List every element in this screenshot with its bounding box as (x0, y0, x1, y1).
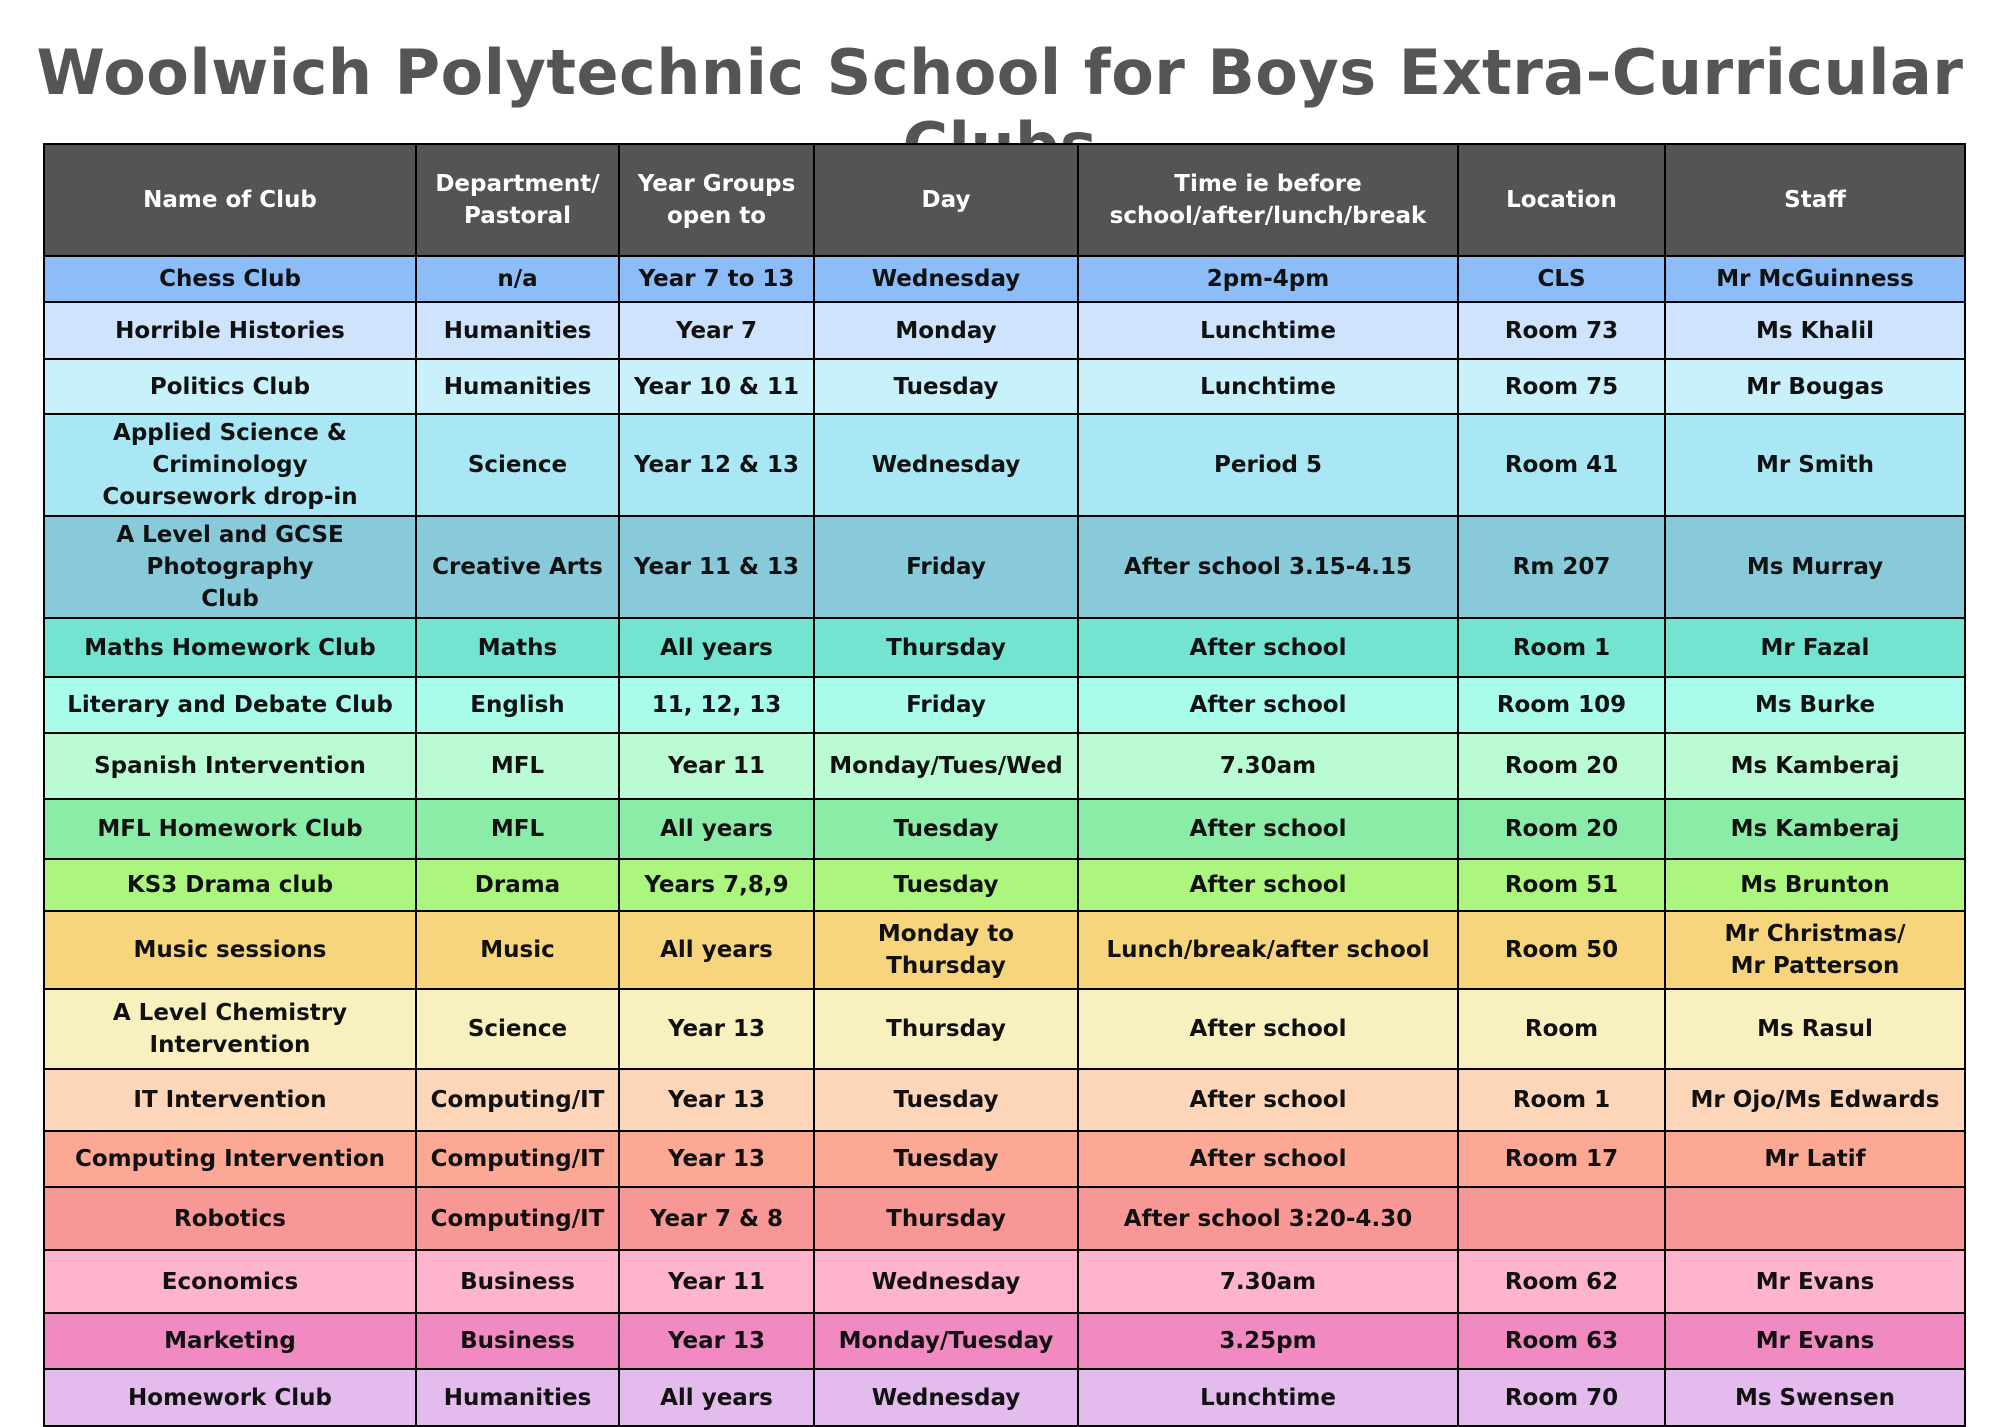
table-cell: Computing/IT (416, 1187, 619, 1250)
table-cell: Room 63 (1458, 1313, 1665, 1369)
table-cell: Rm 207 (1458, 516, 1665, 618)
table-cell: Horrible Histories (44, 302, 416, 359)
table-cell: Thursday (814, 1187, 1078, 1250)
table-cell: Room 20 (1458, 799, 1665, 859)
table-cell (1458, 1187, 1665, 1250)
table-body (44, 256, 1965, 1426)
table-cell: Tuesday (814, 1069, 1078, 1131)
table-cell: After school (1078, 1069, 1458, 1131)
table-cell: After school 3.15-4.15 (1078, 516, 1458, 618)
table-row (44, 414, 1965, 516)
table-cell: MFL (416, 799, 619, 859)
column-header: Department/ Pastoral (416, 144, 619, 256)
table-cell: n/a (416, 256, 619, 302)
table-cell: 7.30am (1078, 1250, 1458, 1313)
table-cell: Computing/IT (416, 1131, 619, 1187)
table-cell: Mr Evans (1665, 1250, 1965, 1313)
table-cell: Music sessions (44, 911, 416, 989)
table-cell: 11, 12, 13 (619, 677, 814, 733)
table-cell: Ms Kamberaj (1665, 733, 1965, 799)
table-row (44, 799, 1965, 859)
table-cell: Mr Christmas/ Mr Patterson (1665, 911, 1965, 989)
table-cell: After school (1078, 859, 1458, 911)
table-cell: Homework Club (44, 1369, 416, 1426)
column-header: Location (1458, 144, 1665, 256)
table-cell: Ms Murray (1665, 516, 1965, 618)
table-cell: Maths Homework Club (44, 618, 416, 677)
table-cell: Year 13 (619, 989, 814, 1069)
table-cell: All years (619, 911, 814, 989)
table-cell: A Level and GCSE Photography Club (44, 516, 416, 618)
table-cell: Thursday (814, 618, 1078, 677)
table-cell: Music (416, 911, 619, 989)
table-cell: Ms Khalil (1665, 302, 1965, 359)
table-cell (1665, 1187, 1965, 1250)
table-cell: Period 5 (1078, 414, 1458, 516)
table-cell: Lunchtime (1078, 1369, 1458, 1426)
table-cell: Spanish Intervention (44, 733, 416, 799)
table-cell: CLS (1458, 256, 1665, 302)
table-row (44, 1369, 1965, 1426)
table-cell: Business (416, 1250, 619, 1313)
column-header: Staff (1665, 144, 1965, 256)
table-cell: All years (619, 799, 814, 859)
table-cell: 3.25pm (1078, 1313, 1458, 1369)
table-cell: Room 1 (1458, 1069, 1665, 1131)
table-cell: Business (416, 1313, 619, 1369)
table-cell: Ms Brunton (1665, 859, 1965, 911)
table-row (44, 1069, 1965, 1131)
table-cell: Humanities (416, 359, 619, 414)
table-cell: Room 109 (1458, 677, 1665, 733)
column-header: Day (814, 144, 1078, 256)
table-cell: Ms Burke (1665, 677, 1965, 733)
table-cell: Room 51 (1458, 859, 1665, 911)
table-cell: After school (1078, 618, 1458, 677)
table-row (44, 911, 1965, 989)
table-row (44, 989, 1965, 1069)
table-cell: Literary and Debate Club (44, 677, 416, 733)
table-cell: Tuesday (814, 1131, 1078, 1187)
table-cell: Humanities (416, 1369, 619, 1426)
table-row (44, 1250, 1965, 1313)
table-cell: Drama (416, 859, 619, 911)
table-cell: IT Intervention (44, 1069, 416, 1131)
table-cell: Years 7,8,9 (619, 859, 814, 911)
table-cell: Wednesday (814, 1250, 1078, 1313)
table-cell: Mr Evans (1665, 1313, 1965, 1369)
table-cell: Thursday (814, 989, 1078, 1069)
table-cell: Year 11 (619, 733, 814, 799)
table-cell: Year 12 & 13 (619, 414, 814, 516)
table-cell: All years (619, 1369, 814, 1426)
table-cell: Monday to Thursday (814, 911, 1078, 989)
table-cell: 2pm-4pm (1078, 256, 1458, 302)
table-cell: Room 70 (1458, 1369, 1665, 1426)
table-cell: Ms Swensen (1665, 1369, 1965, 1426)
table-row (44, 618, 1965, 677)
table-cell: Tuesday (814, 799, 1078, 859)
table-cell: Year 13 (619, 1131, 814, 1187)
table-cell: Year 13 (619, 1313, 814, 1369)
table-row (44, 1131, 1965, 1187)
table-cell: Year 13 (619, 1069, 814, 1131)
table-cell: Mr Bougas (1665, 359, 1965, 414)
table-cell: MFL Homework Club (44, 799, 416, 859)
table-cell: Maths (416, 618, 619, 677)
table-row (44, 516, 1965, 618)
table-cell: Computing Intervention (44, 1131, 416, 1187)
table-cell: Mr McGuinness (1665, 256, 1965, 302)
table-cell: Room 75 (1458, 359, 1665, 414)
table-row (44, 359, 1965, 414)
table-cell: Room 1 (1458, 618, 1665, 677)
table-cell: Friday (814, 677, 1078, 733)
table-cell: Lunchtime (1078, 359, 1458, 414)
table-cell: Science (416, 414, 619, 516)
column-header: Time ie before school/after/lunch/break (1078, 144, 1458, 256)
table-cell: Lunch/break/after school (1078, 911, 1458, 989)
table-cell: Tuesday (814, 359, 1078, 414)
table-cell: 7.30am (1078, 733, 1458, 799)
table-cell: Year 10 & 11 (619, 359, 814, 414)
table-row (44, 677, 1965, 733)
table-cell: Year 7 (619, 302, 814, 359)
table-cell: Politics Club (44, 359, 416, 414)
table-cell: Computing/IT (416, 1069, 619, 1131)
page-title: Woolwich Polytechnic School for Boys Extra-Curricular (36, 36, 1964, 109)
table-cell: Year 7 to 13 (619, 256, 814, 302)
table-header-row (44, 144, 1965, 256)
table-cell: After school (1078, 677, 1458, 733)
table-row (44, 733, 1965, 799)
table-cell: Wednesday (814, 1369, 1078, 1426)
table-cell: Room (1458, 989, 1665, 1069)
table-cell: After school (1078, 989, 1458, 1069)
table-cell: Mr Smith (1665, 414, 1965, 516)
table-cell: Room 17 (1458, 1131, 1665, 1187)
table-cell: Monday (814, 302, 1078, 359)
table-cell: Monday/Tues/Wed (814, 733, 1078, 799)
table-cell: Room 20 (1458, 733, 1665, 799)
table-cell: Science (416, 989, 619, 1069)
table-cell: Wednesday (814, 256, 1078, 302)
table-cell: Room 62 (1458, 1250, 1665, 1313)
table-cell: Mr Ojo/Ms Edwards (1665, 1069, 1965, 1131)
table-cell: Ms Rasul (1665, 989, 1965, 1069)
table-cell: A Level Chemistry Intervention (44, 989, 416, 1069)
table-cell: Ms Kamberaj (1665, 799, 1965, 859)
table-cell: Marketing (44, 1313, 416, 1369)
clubs-table (43, 143, 1966, 1427)
table-cell: Mr Latif (1665, 1131, 1965, 1187)
table-row (44, 256, 1965, 302)
table-cell: English (416, 677, 619, 733)
table-cell: Year 11 (619, 1250, 814, 1313)
table-row (44, 302, 1965, 359)
table-cell: Robotics (44, 1187, 416, 1250)
table-cell: Room 50 (1458, 911, 1665, 989)
table-cell: Creative Arts (416, 516, 619, 618)
column-header: Name of Club (44, 144, 416, 256)
table-cell: Monday/Tuesday (814, 1313, 1078, 1369)
table-cell: Lunchtime (1078, 302, 1458, 359)
table-cell: All years (619, 618, 814, 677)
table-row (44, 1187, 1965, 1250)
table-row (44, 859, 1965, 911)
table-cell: Humanities (416, 302, 619, 359)
table-cell: Room 41 (1458, 414, 1665, 516)
table-cell: Chess Club (44, 256, 416, 302)
column-header: Year Groups open to (619, 144, 814, 256)
table-cell: After school (1078, 799, 1458, 859)
table-cell: Wednesday (814, 414, 1078, 516)
table-cell: Tuesday (814, 859, 1078, 911)
table-row (44, 1313, 1965, 1369)
table-cell: Mr Fazal (1665, 618, 1965, 677)
table-cell: Year 11 & 13 (619, 516, 814, 618)
table-cell: Applied Science & Criminology Coursework drop-in (44, 414, 416, 516)
table-cell: Room 73 (1458, 302, 1665, 359)
table-cell: After school 3:20-4.30 (1078, 1187, 1458, 1250)
table-cell: Year 7 & 8 (619, 1187, 814, 1250)
table-cell: Economics (44, 1250, 416, 1313)
table-cell: KS3 Drama club (44, 859, 416, 911)
table-cell: Friday (814, 516, 1078, 618)
table-cell: After school (1078, 1131, 1458, 1187)
table-cell: MFL (416, 733, 619, 799)
